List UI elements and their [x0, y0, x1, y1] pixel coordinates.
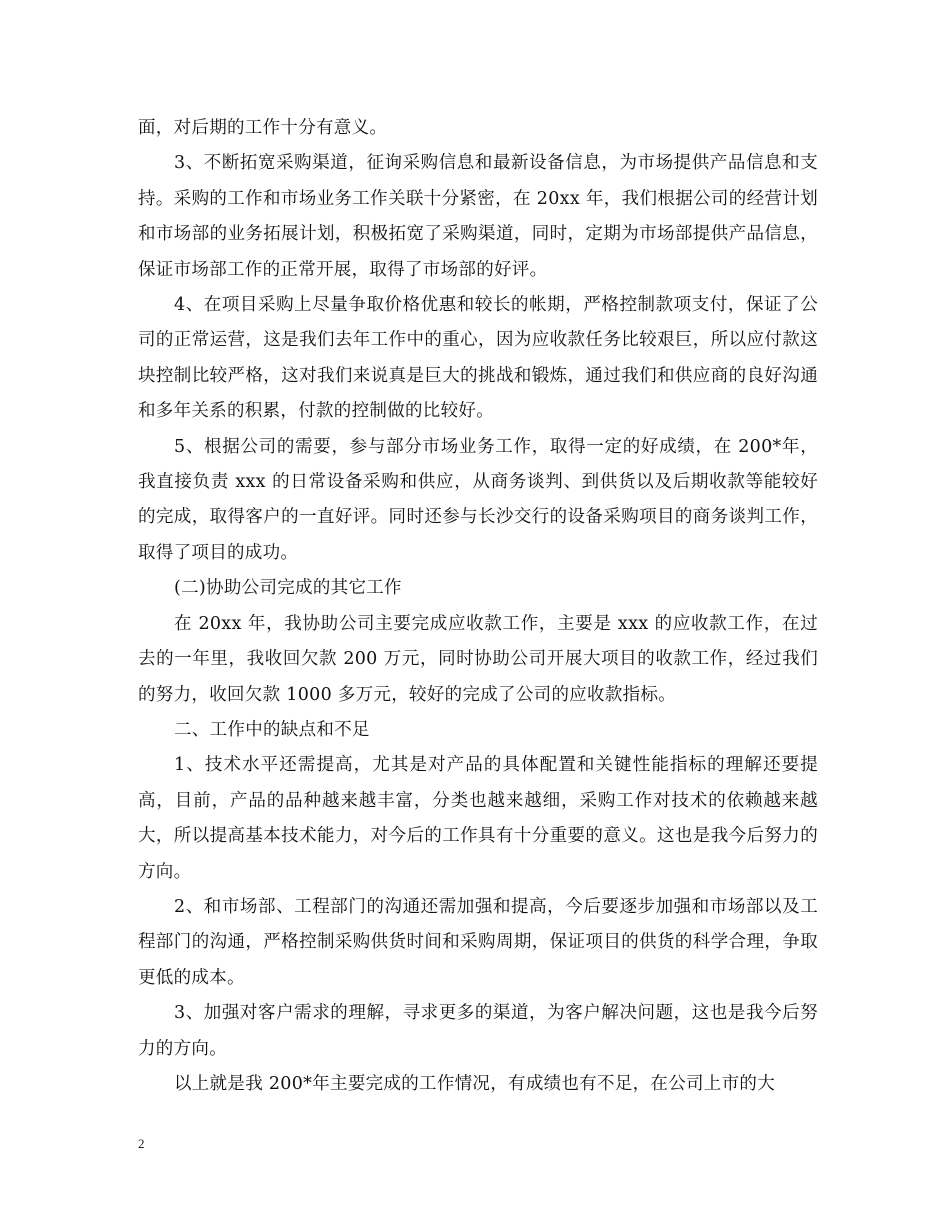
paragraph-10: 3、加强对客户需求的理解，寻求更多的渠道，为客户解决问题，这也是我今后努力的方向。: [138, 1003, 818, 1059]
paragraph-11: 以上就是我 200*年主要完成的工作情况，有成绩也有不足，在公司上市的大: [174, 1073, 776, 1094]
paragraph-8: 1、技术水平还需提高，尤其是对产品的具体配置和关键性能指标的理解还要提高，目前，产品的品种越来越丰富，分类也越来越细，采购工作对技术的依赖越来越大，所以提高基本技术能力，对今后的工作具有十分重要的意义。这也是我今后努力的方向。: [138, 755, 818, 882]
paragraph-3: 4、在项目采购上尽量争取价格优惠和较长的帐期，严格控制款项支付，保证了公司的正常运营，这是我们去年工作中的重心，因为应收款任务比较艰巨，所以应付款这块控制比较严格，这对我们来说真是巨大的挑战和锻炼，通过我们和供应商的良好沟通和多年关系的积累，付款的控制做的比较好。: [138, 295, 818, 422]
paragraph-1: 面，对后期的工作十分有意义。: [138, 118, 388, 138]
paragraph-2: 3、不断拓宽采购渠道，征询采购信息和最新设备信息，为市场提供产品信息和支持。采购的工作和市场业务工作关联十分紧密，在 20xx 年，我们根据公司的经营计划和市场部的业务拓展计划，积极拓宽了采购渠道，同时，定期为市场部提供产品信息，保证市场部工作的正常开展，取得了市场部的好评。: [138, 153, 818, 280]
paragraph-4: 5、根据公司的需要，参与部分市场业务工作，取得一定的好成绩，在 200*年，我直接负责 xxx 的日常设备采购和供应，从商务谈判、到供货以及后期收款等能较好的完成，取得客户的一直好评。同时还参与长沙交行的设备采购项目的商务谈判工作，取得了项目的成功。: [138, 436, 818, 563]
section-heading-shortcomings: 二、工作中的缺点和不足: [174, 719, 370, 740]
paragraph-6: 在 20xx 年，我协助公司主要完成应收款工作，主要是 xxx 的应收款工作，在过去的一年里，我收回欠款 200 万元，同时协助公司开展大项目的收款工作，经过我们的努力，收回欠款 1000 多万元，较好的完成了公司的应收款指标。: [138, 613, 818, 705]
page-number: 2: [138, 1136, 145, 1151]
document-body: [138, 111, 818, 1102]
section-heading-other-work: (二)协助公司完成的其它工作: [174, 578, 402, 599]
paragraph-9: 2、和市场部、工程部门的沟通还需加强和提高，今后要逐步加强和市场部以及工程部门的沟通，严格控制采购供货时间和采购周期，保证项目的供货的科学合理，争取更低的成本。: [138, 896, 818, 988]
